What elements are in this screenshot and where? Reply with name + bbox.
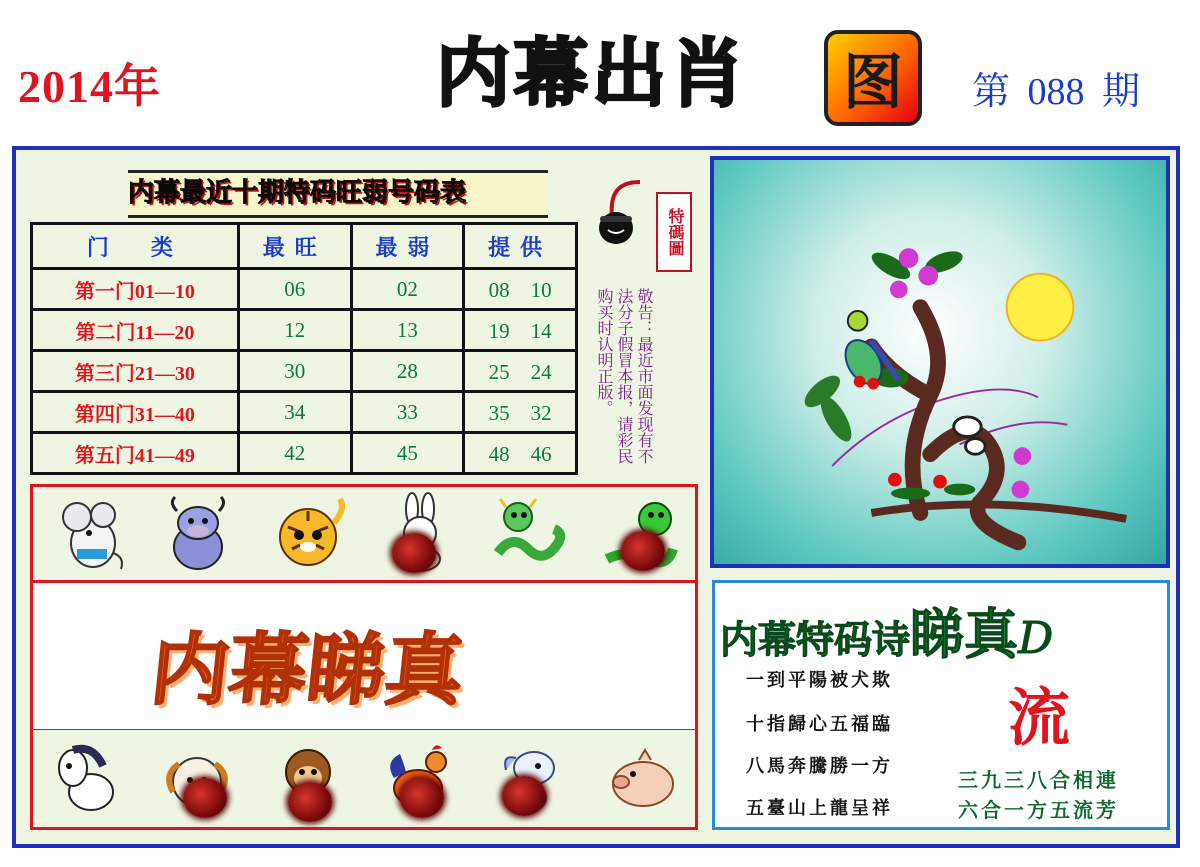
- title-char-box: 图: [824, 30, 922, 126]
- red-mark-icon: [400, 778, 444, 818]
- poem-title-mark: D: [1018, 613, 1054, 664]
- poem-line: 八馬奔騰勝一方: [746, 756, 893, 777]
- monkey-icon: [268, 738, 350, 820]
- cell-group: 第四门31—40: [32, 392, 239, 433]
- red-mark-icon: [183, 778, 227, 818]
- cell-provide: 25 24: [464, 351, 577, 392]
- cell-min: 45: [351, 433, 464, 474]
- notice-text: 敬告：最近市面发现有不法分子假冒本报，请彩民购买时认明正版。: [595, 288, 654, 464]
- poem-title: [720, 592, 1053, 669]
- col-header-max: 最旺: [238, 224, 351, 269]
- cell-provide: 35 32: [464, 392, 577, 433]
- cell-max: 06: [238, 269, 351, 310]
- zodiac-row-bottom: [30, 730, 698, 830]
- title-char-2: 幕: [514, 31, 588, 117]
- number-table: [30, 222, 578, 475]
- cell-max: 42: [238, 433, 351, 474]
- table-row: [32, 269, 577, 310]
- horse-icon: [47, 738, 129, 820]
- cell-provide: 48 46: [464, 433, 577, 474]
- col-header-provide: 提供: [464, 224, 577, 269]
- poem-couplet-line: 三九三八合相連: [958, 768, 1119, 792]
- poem-title-big: 睇真: [910, 603, 1019, 666]
- rat-icon: [47, 493, 129, 575]
- title-char-1: 内: [436, 31, 510, 117]
- goat-icon: [157, 738, 239, 820]
- table-header-row: [32, 224, 577, 269]
- poem-couplet-line: 六合一方五流芳: [958, 798, 1119, 822]
- tiger-icon: [268, 493, 350, 575]
- logo-label: 特碼圖: [656, 192, 692, 272]
- cell-group: 第一门01—10: [32, 269, 239, 310]
- moon-icon: [1007, 274, 1074, 341]
- col-header-min: 最弱: [351, 224, 464, 269]
- red-mark-icon: [288, 782, 332, 822]
- ox-icon: [157, 493, 239, 575]
- table-row: [32, 310, 577, 351]
- snake-icon: [599, 493, 681, 575]
- cell-max: 34: [238, 392, 351, 433]
- poem-line: 十指歸心五福臨: [746, 714, 893, 735]
- zodiac-row-top: [30, 484, 698, 580]
- dog-icon: [488, 738, 570, 820]
- page-title: [436, 26, 916, 122]
- bird-tree-illustration: [710, 156, 1170, 568]
- cell-group: 第二门11—20: [32, 310, 239, 351]
- table-row: [32, 351, 577, 392]
- cell-provide: 08 10: [464, 269, 577, 310]
- poem-title-prefix: 内幕特码诗: [720, 618, 911, 662]
- poem-line: 一到平陽被犬欺: [746, 670, 893, 691]
- table-heading: 内幕最近十期特码旺弱号码表: [128, 178, 467, 208]
- table-row: [32, 433, 577, 474]
- poem-highlight-char: 流: [1008, 681, 1071, 754]
- cell-max: 30: [238, 351, 351, 392]
- rooster-icon: [378, 738, 460, 820]
- cell-min: 02: [351, 269, 464, 310]
- title-char-3: 出: [592, 31, 666, 117]
- cell-min: 33: [351, 392, 464, 433]
- cell-provide: 19 14: [464, 310, 577, 351]
- table-row: [32, 392, 577, 433]
- cell-group: 第三门21—30: [32, 351, 239, 392]
- title-char-4: 肖: [670, 31, 744, 117]
- year-label: 2014年: [18, 61, 161, 112]
- rabbit-icon: [378, 493, 460, 575]
- col-header-group: 门 类: [32, 224, 239, 269]
- dragon-icon: [488, 493, 570, 575]
- middle-banner-text: 内幕睇真: [146, 626, 469, 716]
- red-mark-icon: [502, 776, 546, 816]
- cell-max: 12: [238, 310, 351, 351]
- pot-icon: [596, 176, 648, 256]
- cell-min: 28: [351, 351, 464, 392]
- pig-icon: [599, 738, 681, 820]
- poem-line: 五臺山上龍呈祥: [746, 798, 893, 819]
- red-mark-icon: [621, 531, 665, 571]
- issue-number: 第 088 期: [972, 71, 1141, 113]
- cell-group: 第五门41—49: [32, 433, 239, 474]
- cell-min: 13: [351, 310, 464, 351]
- red-mark-icon: [392, 533, 436, 573]
